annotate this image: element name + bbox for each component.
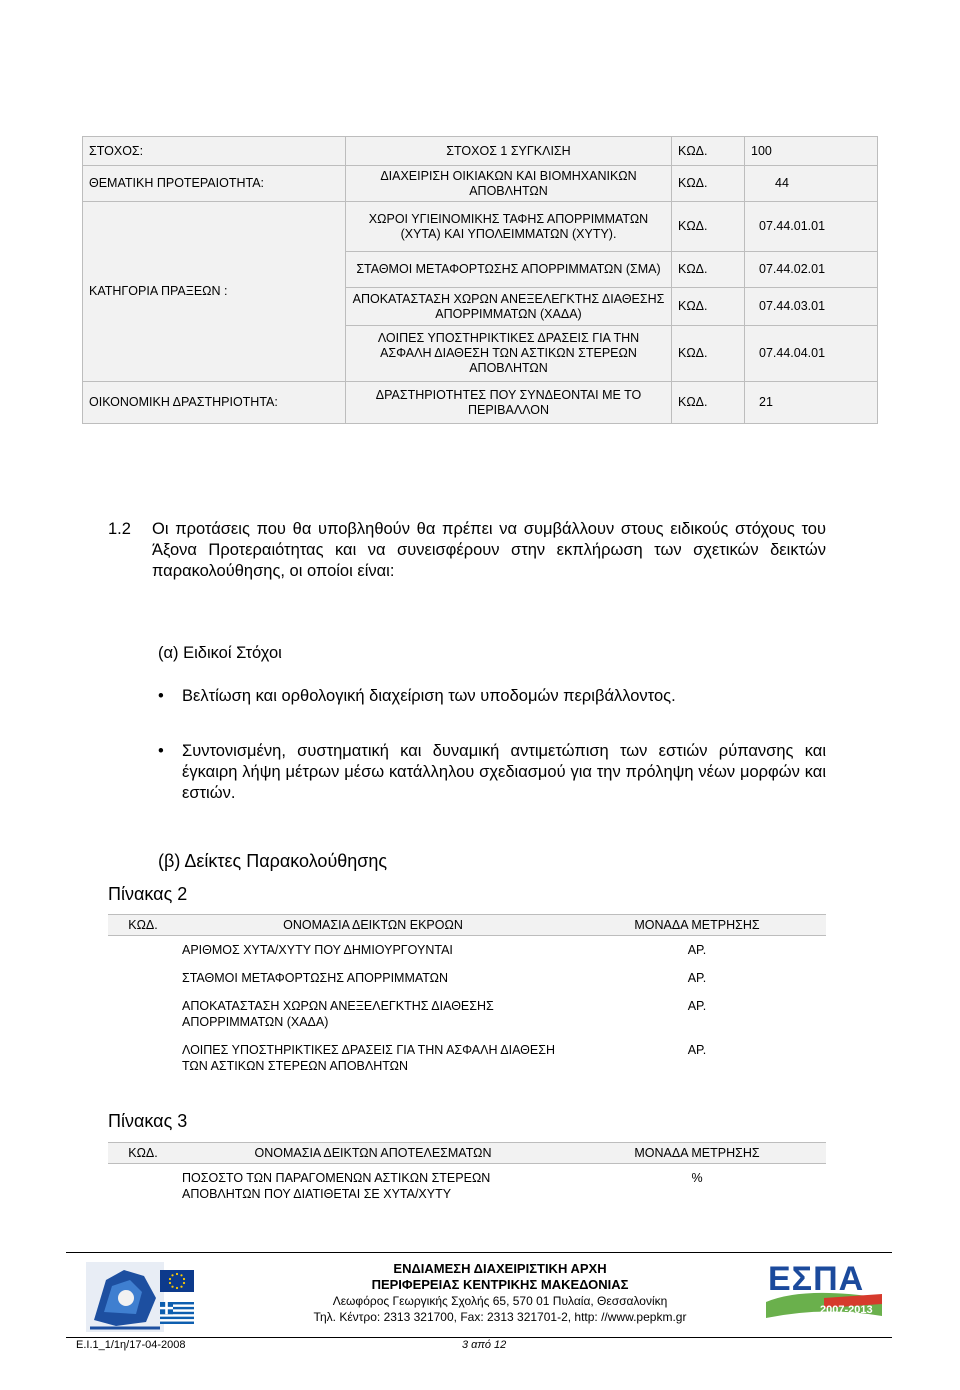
priority-row: [83, 166, 878, 202]
row-unit: %: [691, 1171, 703, 1185]
header-unit: ΜΟΝΑΔΑ ΜΕΤΡΗΣΗΣ: [568, 1143, 826, 1164]
paragraph-text: Οι προτάσεις που θα υποβληθούν θα πρέπει να συμβάλλουν στους ειδικούς στόχους του Άξονα Προτεραιότητας και να συνεισφέρουν στην εκπλήρωση των σχετικών δεικτών παρακολούθησης, οι οποίοι είναι:: [152, 520, 826, 580]
table-row: [108, 992, 826, 1036]
row-name: ΣΤΑΘΜΟΙ ΜΕΤΑΦΟΡΤΩΣΗΣ ΑΠΟΡΡΙΜΜΑΤΩΝ: [182, 971, 449, 985]
paragraph-1-2: [108, 519, 826, 582]
row-code: [108, 936, 178, 965]
category-text-1: ΧΩΡΟΙ ΥΓΙΕΙΝΟΜΙΚΗΣ ΤΑΦΗΣ ΑΠΟΡΡΙΜΜΑΤΩΝ (ΧΥΤΑ) ΚΑΙ ΥΠΟΛΕΙΜΜΑΤΩΝ (ΧΥΤΥ).: [346, 202, 672, 252]
row-unit: ΑΡ.: [687, 971, 707, 985]
category-code-2: 07.44.02.01: [745, 252, 878, 288]
row-unit: ΑΡ.: [687, 999, 707, 1013]
footer-divider: [66, 1252, 892, 1253]
category-kod-3: ΚΩΔ.: [672, 288, 745, 326]
table-3-title: Πίνακας 3: [108, 1111, 188, 1131]
org-contact: Τηλ. Κέντρο: 2313 321700, Fax: 2313 321701-2, http: //www.pepkm.gr: [313, 1310, 687, 1324]
economic-kod: ΚΩΔ.: [672, 382, 745, 424]
bullet-item-2: [158, 741, 826, 804]
org-address: Λεωφόρος Γεωργικής Σχολής 65, 570 01 Πυλαία, Θεσσαλονίκη: [332, 1294, 668, 1308]
row-name: ΑΠΟΚΑΤΑΣΤΑΣΗ ΧΩΡΩΝ ΑΝΕΞΕΛΕΓΚΤΗΣ ΔΙΑΘΕΣΗΣ ΑΠΟΡΡΙΜΜΑΤΩΝ (ΧΑΔΑ): [182, 999, 494, 1029]
output-indicators-table: [108, 914, 826, 1080]
paragraph-number: 1.2: [108, 520, 131, 538]
table-row: [108, 936, 826, 965]
section-b-title: (β) Δείκτες Παρακολούθησης: [158, 851, 388, 871]
header-code: ΚΩΔ.: [108, 1143, 178, 1164]
category-label: ΚΑΤΗΓΟΡΙΑ ΠΡΑΞΕΩΝ :: [83, 202, 346, 382]
category-kod-1: ΚΩΔ.: [672, 202, 745, 252]
row-unit: ΑΡ.: [687, 1043, 707, 1057]
greek-flag-icon: [160, 1302, 194, 1324]
priority-value: ΔΙΑΧΕΙΡΙΣΗ ΟΙΚΙΑΚΩΝ ΚΑΙ ΒΙΟΜΗΧΑΝΙΚΩΝ ΑΠΟΒΛΗΤΩΝ: [346, 166, 672, 202]
header-name: ΟΝΟΜΑΣΙΑ ΔΕΙΚΤΩΝ ΑΠΟΤΕΛΕΣΜΑΤΩΝ: [178, 1143, 568, 1164]
category-text-2: ΣΤΑΘΜΟΙ ΜΕΤΑΦΟΡΤΩΣΗΣ ΑΠΟΡΡΙΜΜΑΤΩΝ (ΣΜΑ): [346, 252, 672, 288]
row-name: ΛΟΙΠΕΣ ΥΠΟΣΤΗΡΙΚΤΙΚΕΣ ΔΡΑΣΕΙΣ ΓΙΑ ΤΗΝ ΑΣΦΑΛΗ ΔΙΑΘΕΣΗ ΤΩΝ ΑΣΤΙΚΩΝ ΣΤΕΡΕΩΝ ΑΠΟΒΛΗΤΩΝ: [182, 1043, 555, 1073]
economic-code: 21: [745, 382, 878, 424]
row-code: [108, 992, 178, 1036]
header-code: ΚΩΔ.: [108, 915, 178, 936]
category-code-1: 07.44.01.01: [745, 202, 878, 252]
table-row: [108, 1036, 826, 1080]
economic-label: ΟΙΚΟΝΟΜΙΚΗ ΔΡΑΣΤΗΡΙΟΤΗΤΑ:: [83, 382, 346, 424]
priority-label: ΘΕΜΑΤΙΚΗ ΠΡΟΤΕΡΑΙΟΤΗΤΑ:: [83, 166, 346, 202]
priority-kod: ΚΩΔ.: [672, 166, 745, 202]
table-row: [108, 1164, 826, 1209]
bullet-icon: •: [158, 687, 164, 705]
row-name: ΑΡΙΘΜΟΣ ΧΥΤΑ/ΧΥΤΥ ΠΟΥ ΔΗΜΙΟΥΡΓΟΥΝΤΑΙ: [182, 943, 453, 957]
category-code-3: 07.44.03.01: [745, 288, 878, 326]
footer-organization: [240, 1261, 760, 1325]
bullet-item-1: [158, 686, 826, 707]
bullet-text-1: Βελτίωση και ορθολογική διαχείριση των υποδομών περιβάλλοντος.: [182, 687, 676, 705]
header-unit: ΜΟΝΑΔΑ ΜΕΤΡΗΣΗΣ: [568, 915, 826, 936]
goal-row: [83, 137, 878, 166]
result-indicators-table: [108, 1142, 826, 1208]
economic-value: ΔΡΑΣΤΗΡΙΟΤΗΤΕΣ ΠΟΥ ΣΥΝΔΕΟΝΤΑΙ ΜΕ ΤΟ ΠΕΡΙΒΑΛΛΟΝ: [346, 382, 672, 424]
footer-bottom-divider: [66, 1337, 892, 1338]
goal-value: ΣΤΟΧΟΣ 1 ΣΥΓΚΛΙΣΗ: [346, 137, 672, 166]
category-text-3: ΑΠΟΚΑΤΑΣΤΑΣΗ ΧΩΡΩΝ ΑΝΕΞΕΛΕΓΚΤΗΣ ΔΙΑΘΕΣΗΣ ΑΠΟΡΡΙΜΜΑΤΩΝ (ΧΑΔΑ): [346, 288, 672, 326]
bullet-icon: •: [158, 742, 164, 760]
document-id: E.I.1_1/1η/17-04-2008: [76, 1339, 186, 1351]
eu-flag-icon: [160, 1270, 194, 1292]
table-row: [108, 964, 826, 992]
table-header-row: [108, 915, 826, 936]
category-kod-2: ΚΩΔ.: [672, 252, 745, 288]
goal-code: 100: [745, 137, 878, 166]
espa-years: 2007-2013: [820, 1304, 873, 1316]
goal-label: ΣΤΟΧΟΣ:: [83, 137, 346, 166]
org-line-1: ΕΝΔΙΑΜΕΣΗ ΔΙΑΧΕΙΡΙΣΤΙΚΗ ΑΡΧΗ: [393, 1261, 607, 1276]
row-name: ΠΟΣΟΣΤΟ ΤΩΝ ΠΑΡΑΓΟΜΕΝΩΝ ΑΣΤΙΚΩΝ ΣΤΕΡΕΩΝ ΑΠΟΒΛΗΤΩΝ ΠΟΥ ΔΙΑΤΙΘΕΤΑΙ ΣΕ ΧΥΤΑ/ΧΥΤΥ: [182, 1171, 491, 1201]
category-text-4: ΛΟΙΠΕΣ ΥΠΟΣΤΗΡΙΚΤΙΚΕΣ ΔΡΑΣΕΙΣ ΓΙΑ ΤΗΝ ΑΣΦΑΛΗ ΔΙΑΘΕΣΗ ΤΩΝ ΑΣΤΙΚΩΝ ΣΤΕΡΕΩΝ ΑΠΟΒΛΗΤΩΝ: [346, 326, 672, 382]
bullet-text-2: Συντονισμένη, συστηματική και δυναμική αντιμετώπιση των εστιών ρύπανσης και έγκαιρη λήψη μέτρων μέσω κατάλληλου σχεδιασμού για την πρόληψη νέων μορφών και εστιών.: [182, 742, 826, 802]
goal-kod: ΚΩΔ.: [672, 137, 745, 166]
classification-table: [82, 136, 878, 424]
header-name: ΟΝΟΜΑΣΙΑ ΔΕΙΚΤΩΝ ΕΚΡΟΩΝ: [178, 915, 568, 936]
priority-code: 44: [745, 166, 878, 202]
category-kod-4: ΚΩΔ.: [672, 326, 745, 382]
row-code: [108, 964, 178, 992]
region-logo-icon: [86, 1262, 164, 1332]
economic-row: [83, 382, 878, 424]
espa-logo: [764, 1258, 884, 1334]
table-header-row: [108, 1143, 826, 1164]
category-row-1: [83, 202, 878, 252]
espa-logo-text: ΕΣΠΑ: [768, 1260, 865, 1298]
org-line-2: ΠΕΡΙΦΕΡΕΙΑΣ ΚΕΝΤΡΙΚΗΣ ΜΑΚΕΔΟΝΙΑΣ: [371, 1277, 629, 1292]
row-unit: ΑΡ.: [687, 943, 707, 957]
section-a-title: (α) Ειδικοί Στόχοι: [158, 644, 282, 662]
category-code-4: 07.44.04.01: [745, 326, 878, 382]
table-2-title: Πίνακας 2: [108, 884, 188, 904]
row-code: [108, 1036, 178, 1080]
row-code: [108, 1164, 178, 1209]
page-number: 3 από 12: [462, 1339, 507, 1351]
